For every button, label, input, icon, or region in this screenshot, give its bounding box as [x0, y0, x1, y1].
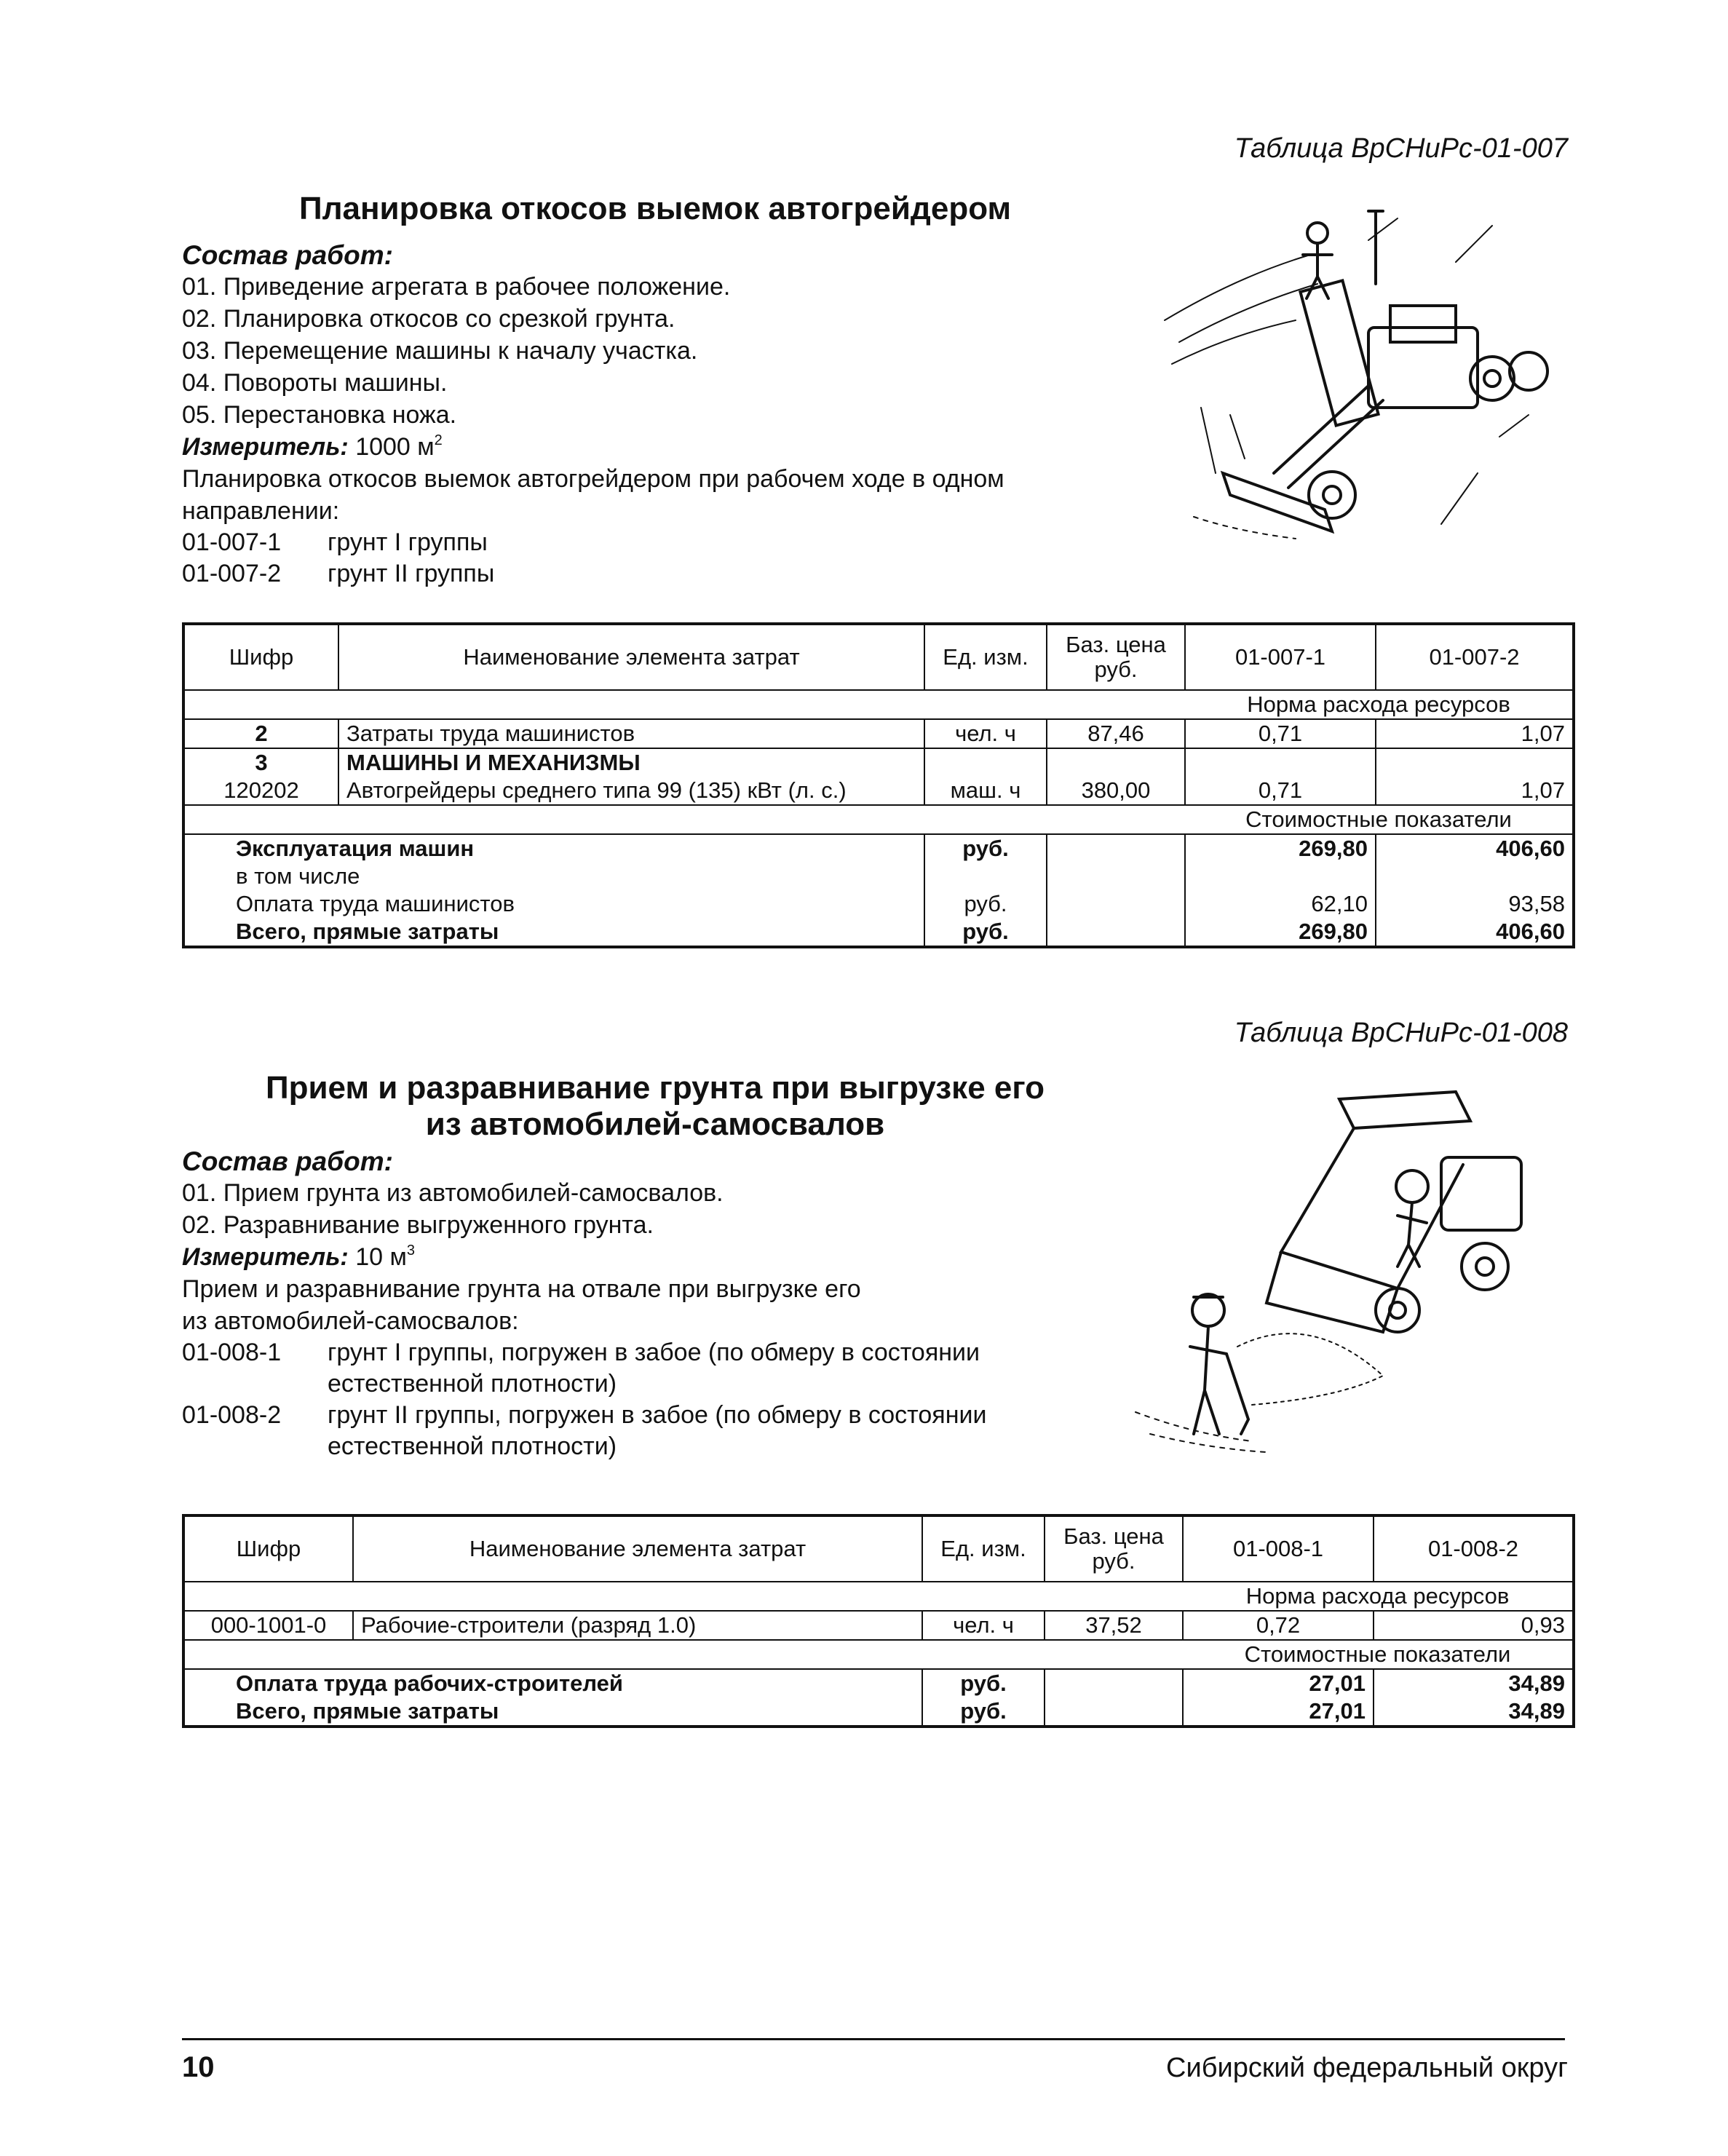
cell-unit: руб.	[924, 918, 1047, 947]
header-cell: Шифр	[183, 1515, 353, 1582]
work-item: 01. Прием грунта из автомобилей-самосвалов.	[182, 1179, 724, 1207]
measure	[182, 1241, 1165, 1273]
cell-unit: руб.	[922, 1697, 1045, 1727]
motor-grader-icon	[1150, 197, 1572, 560]
cell-value: 1,07	[1376, 777, 1574, 805]
cell-value: 0,72	[1183, 1611, 1374, 1640]
cell-name: Оплата труда машинистов	[236, 891, 515, 916]
resource-table	[182, 622, 1575, 948]
cell-name: Затраты труда машинистов	[338, 719, 924, 748]
variant-item	[182, 527, 1128, 558]
variant-text: грунт I группы, погружен в забое (по обмеру в состоянии естественной плотности)	[328, 1339, 980, 1398]
table-row	[183, 777, 1574, 805]
resource-table	[182, 1514, 1575, 1728]
header-cell: 01-007-1	[1185, 624, 1376, 690]
header-cell: 01-007-2	[1376, 624, 1574, 690]
work-item: 03. Перемещение машины к началу участка.	[182, 337, 698, 365]
cell-code: 120202	[183, 777, 338, 805]
cell-value: 0,93	[1374, 1611, 1574, 1640]
norm-label: Норма расхода ресурсов	[1183, 1582, 1574, 1611]
cell-value: 62,10	[1185, 890, 1376, 918]
cell-name: Рабочие-строители (разряд 1.0)	[353, 1611, 922, 1640]
work-label: Состав работ:	[182, 1146, 393, 1176]
cell-value: 27,01	[1183, 1697, 1374, 1727]
variant-text: грунт I группы	[328, 528, 488, 556]
cell-name: Автогрейдеры среднего типа 99 (135) кВт (л. с.)	[338, 777, 924, 805]
section-title-line: из автомобилей-самосвалов	[425, 1106, 885, 1142]
work-item: 04. Повороты машины.	[182, 369, 448, 397]
cell-name: в том числе	[236, 863, 360, 889]
cost-label: Стоимостные показатели	[1183, 1640, 1574, 1669]
description-line: из автомобилей-самосвалов:	[182, 1307, 519, 1335]
cell-unit: руб.	[924, 834, 1047, 863]
cell-value: 27,01	[1183, 1669, 1374, 1697]
measure-label: Измеритель:	[182, 1243, 349, 1271]
cost-label: Стоимостные показатели	[1185, 805, 1574, 834]
table-header-row	[183, 1515, 1574, 1582]
work-item: 02. Разравнивание выгруженного грунта.	[182, 1211, 654, 1239]
footer-region: Сибирский федеральный округ	[1166, 2053, 1568, 2083]
variant-code: 01-008-1	[182, 1339, 282, 1366]
cell-name: Всего, прямые затраты	[236, 1698, 499, 1724]
cell-value: 406,60	[1376, 918, 1574, 947]
table-row	[183, 1669, 1574, 1697]
cell-code: 3	[255, 750, 268, 775]
footer-divider	[182, 2038, 1565, 2040]
header-cell: 01-008-2	[1374, 1515, 1574, 1582]
cell-value: 1,07	[1376, 719, 1574, 748]
cell-value: 34,89	[1374, 1669, 1574, 1697]
cell-unit: маш. ч	[924, 777, 1047, 805]
norm-label: Норма расхода ресурсов	[1185, 690, 1574, 719]
cell-name: Эксплуатация машин	[236, 836, 475, 861]
cell-value: 34,89	[1374, 1697, 1574, 1727]
work-label: Состав работ:	[182, 240, 393, 270]
table-header-row	[183, 624, 1574, 690]
work-item: 01. Приведение агрегата в рабочее положение.	[182, 273, 731, 301]
cell-value: 0,71	[1185, 777, 1376, 805]
section-title	[182, 1070, 1128, 1143]
measure	[182, 431, 1128, 463]
cell-unit: руб.	[924, 890, 1047, 918]
table-row	[183, 863, 1574, 890]
variant-code: 01-007-2	[182, 560, 282, 587]
table-row	[183, 1697, 1574, 1727]
table-row	[183, 918, 1574, 947]
header-cell: Наименование элемента затрат	[338, 624, 924, 690]
cell-price: 37,52	[1045, 1611, 1183, 1640]
variant-text: грунт II группы, погружен в забое (по обмеру в состоянии естественной плотности)	[328, 1401, 987, 1460]
cell-value: 406,60	[1376, 834, 1574, 863]
cell-unit: чел. ч	[924, 719, 1047, 748]
table-row	[183, 1582, 1574, 1611]
table-row	[183, 690, 1574, 719]
cell-value: 269,80	[1185, 918, 1376, 947]
table-row	[183, 748, 1574, 777]
cell-unit: чел. ч	[922, 1611, 1045, 1640]
table-row	[183, 834, 1574, 863]
cell-name: Всего, прямые затраты	[236, 919, 499, 944]
header-cell: Ед. изм.	[922, 1515, 1045, 1582]
dump-truck-worker-icon	[1121, 1070, 1572, 1463]
section-title-line: Прием и разравнивание грунта при выгрузке его	[266, 1070, 1045, 1106]
table-row	[183, 890, 1574, 918]
variant-text: грунт II группы	[328, 560, 495, 587]
cell-name: Оплата труда рабочих-строителей	[236, 1670, 623, 1696]
section-title: Планировка откосов выемок автогрейдером	[298, 191, 1012, 226]
work-composition	[182, 1146, 1165, 1462]
description-line: Прием и разравнивание грунта на отвале при выгрузке его	[182, 1275, 861, 1303]
cell-value: 269,80	[1185, 834, 1376, 863]
table-caption: Таблица ВрСНиРс-01-008	[1234, 1018, 1568, 1048]
measure-label: Измеритель:	[182, 433, 349, 461]
cell-unit: руб.	[922, 1669, 1045, 1697]
measure-value: 1000 м	[355, 433, 435, 461]
variant-item	[182, 1400, 1034, 1462]
header-cell: Шифр	[183, 624, 338, 690]
cell-name: МАШИНЫ И МЕХАНИЗМЫ	[338, 748, 924, 777]
variant-item	[182, 558, 1128, 590]
variant-code: 01-008-2	[182, 1401, 282, 1429]
table-row	[183, 1640, 1574, 1669]
measure-sup: 2	[434, 432, 443, 448]
header-cell: Ед. изм.	[924, 624, 1047, 690]
cell-price: 87,46	[1047, 719, 1185, 748]
header-cell: Наименование элемента затрат	[353, 1515, 922, 1582]
variant-item	[182, 1337, 1034, 1400]
table-row	[183, 805, 1574, 834]
page-number: 10	[182, 2051, 215, 2083]
work-composition	[182, 240, 1128, 590]
measure-sup: 3	[406, 1243, 415, 1259]
measure-value: 10 м	[355, 1243, 407, 1271]
header-cell: 01-008-1	[1183, 1515, 1374, 1582]
table-caption: Таблица ВрСНиРс-01-007	[1234, 133, 1568, 164]
work-item: 02. Планировка откосов со срезкой грунта.	[182, 305, 675, 333]
cell-code: 000-1001-0	[183, 1611, 353, 1640]
header-cell: Баз. цена руб.	[1045, 1515, 1183, 1582]
cell-code: 2	[183, 719, 338, 748]
cell-value: 0,71	[1185, 719, 1376, 748]
cell-price: 380,00	[1047, 777, 1185, 805]
header-cell: Баз. цена руб.	[1047, 624, 1185, 690]
work-item: 05. Перестановка ножа.	[182, 401, 457, 429]
variant-code: 01-007-1	[182, 528, 282, 556]
table-row	[183, 1611, 1574, 1640]
table-row	[183, 719, 1574, 748]
cell-value: 93,58	[1376, 890, 1574, 918]
description-line: Планировка откосов выемок автогрейдером при рабочем ходе в одном	[182, 465, 1004, 493]
description-line: направлении:	[182, 497, 340, 525]
